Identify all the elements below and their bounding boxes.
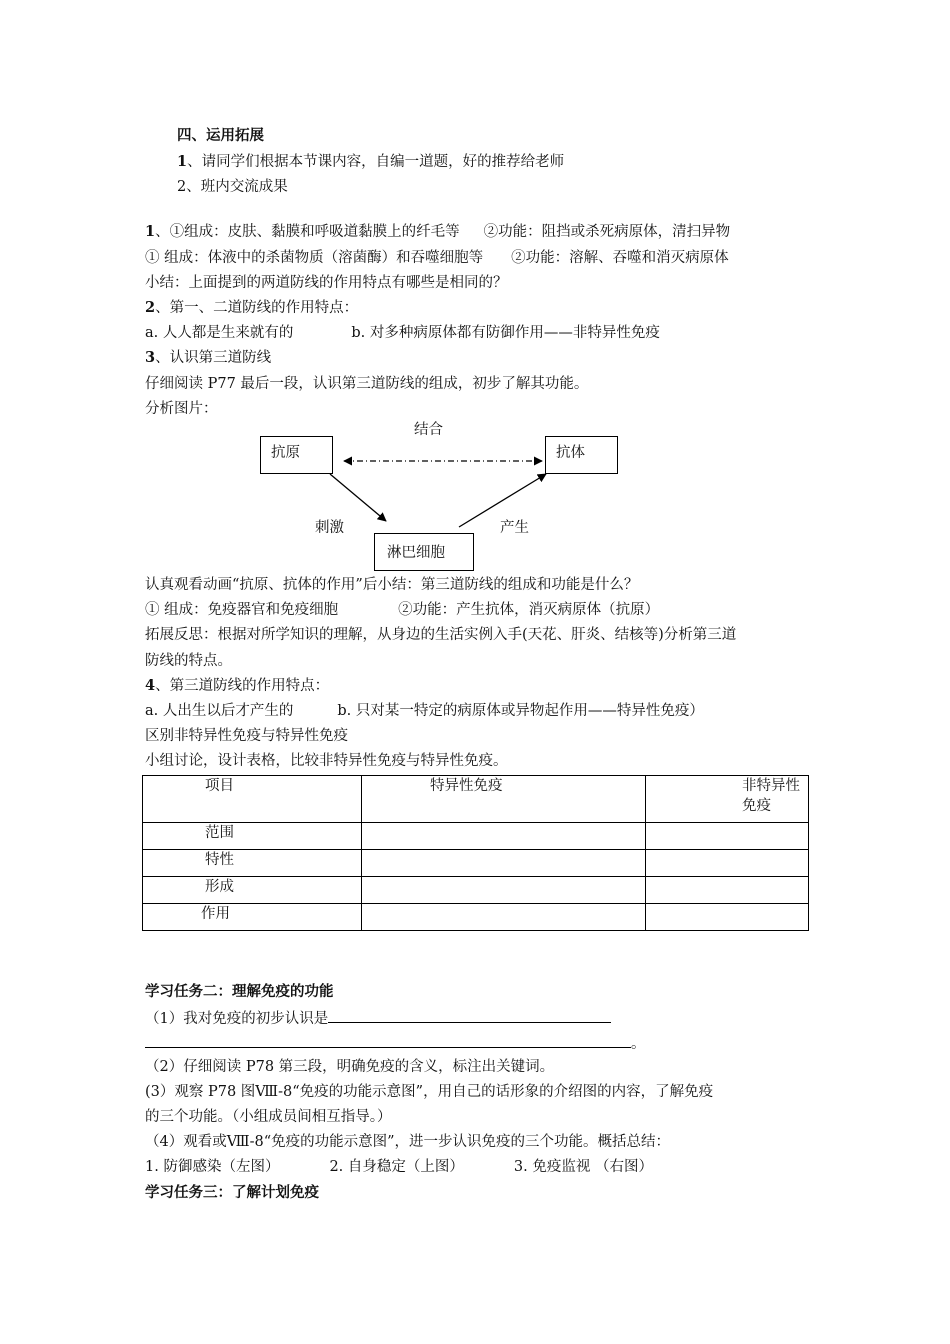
feature-b: b. 只对某一特定的病原体或异物起作用——特异性免疫） [337, 703, 704, 719]
stimulate-label: 刺激 [315, 520, 344, 536]
section4-item2: 2、班内交流成果 [177, 179, 288, 195]
answer-blank[interactable] [328, 1007, 611, 1023]
task2-q1 [145, 1007, 611, 1029]
lymphocyte-box: 淋巴细胞 [374, 533, 474, 571]
heading-text: 、第三道防线的作用特点： [155, 678, 330, 694]
task2-q4: （4）观看或Ⅷ-8“免疫的功能示意图”，进一步认识免疫的三个功能。概括总结： [145, 1134, 671, 1150]
table-cell[interactable] [362, 877, 646, 904]
table-cell[interactable] [362, 823, 646, 850]
defense1-composition: 、①组成：皮肤、黏膜和呼吸道黏膜上的纤毛等 [155, 224, 460, 240]
task2-q3-cont: 的三个功能。（小组成员间相互指导。） [145, 1109, 392, 1125]
item-text: 、请同学们根据本节课内容，自编一道题，好的推荐给老师 [187, 154, 565, 170]
summary-question: 小结：上面提到的两道防线的作用特点有哪些是相同的？ [145, 275, 508, 291]
defense2-composition: ① 组成：体液中的杀菌物质（溶菌酶）和吞噬细胞等 [145, 250, 484, 266]
functions-line [145, 1157, 653, 1177]
discuss-line: 小组讨论，设计表格，比较非特异性免疫与特异性免疫。 [145, 753, 508, 769]
table-cell[interactable] [646, 904, 809, 931]
table-header-row [143, 776, 809, 823]
defense3-composition: ① 组成：免疫器官和免疫细胞 [145, 602, 339, 618]
defense2-function: ②功能：溶解、吞噬和消灭病原体 [511, 250, 729, 266]
defense1-function: ②功能：阻挡或杀死病原体，清扫异物 [483, 224, 731, 240]
defense3-line [145, 600, 659, 620]
heading-4 [145, 676, 329, 696]
function-3: 3. 免疫监视 （右图） [513, 1159, 653, 1175]
task2-q2: （2）仔细阅读 P78 第三段，明确免疫的含义，标注出关键词。 [145, 1059, 555, 1075]
produce-label: 产生 [500, 520, 529, 536]
antibody-box: 抗体 [545, 436, 618, 474]
extend-reflection-cont: 防线的特点。 [145, 653, 232, 669]
comparison-table [142, 775, 809, 931]
row-label: 形成 [143, 877, 362, 904]
defense3-function: ②功能：产生抗体，消灭病原体（抗原） [398, 602, 660, 618]
q1-end: 。 [631, 1036, 646, 1052]
table-cell[interactable] [646, 823, 809, 850]
distinguish-line: 区别非特异性免疫与特异性免疫 [145, 728, 348, 744]
table-row [143, 877, 809, 904]
feature-a: a. 人出生以后才产生的 [145, 703, 294, 719]
bind-label: 结合 [414, 422, 443, 438]
table-row [143, 850, 809, 877]
feature-a: a. 人人都是生来就有的 [145, 325, 294, 341]
row-label: 特性 [143, 850, 362, 877]
item-number: 2 [145, 299, 156, 316]
extend-reflection: 拓展反思：根据对所学知识的理解，从身边的生活实例入手(天花、肝炎、结核等)分析第三道 [145, 627, 737, 643]
task2-title: 学习任务二：理解免疫的功能 [145, 983, 334, 1000]
heading-text: 、认识第三道防线 [155, 350, 272, 366]
item-number: 3 [145, 349, 156, 366]
answer-blank[interactable] [145, 1032, 631, 1048]
function-2: 2. 自身稳定（上图） [329, 1159, 464, 1175]
task3-title: 学习任务三：了解计划免疫 [145, 1184, 319, 1201]
reading-instruction: 仔细阅读 P77 最后一段，认识第三道防线的组成，初步了解其功能。 [145, 376, 589, 392]
task2-q1-cont [145, 1032, 646, 1054]
produce-arrow [459, 474, 546, 527]
feature-b: b. 对多种病原体都有防御作用——非特异性免疫 [351, 325, 660, 341]
table-cell[interactable] [646, 850, 809, 877]
item-number: 1 [145, 223, 156, 240]
section-title: 四、运用拓展 [177, 127, 264, 144]
table-cell[interactable] [646, 877, 809, 904]
item-number: 4 [145, 677, 156, 694]
header-item: 项目 [143, 776, 362, 823]
q1-text: （1）我对免疫的初步认识是 [145, 1011, 329, 1027]
item-number: 1 [177, 153, 188, 170]
table-cell[interactable] [362, 850, 646, 877]
function-1: 1. 防御感染（左图） [145, 1159, 280, 1175]
feature-line [145, 701, 704, 721]
row-label: 作用 [143, 904, 362, 931]
header-nonspecific: 非特异性免疫 [646, 776, 809, 823]
row-label: 范围 [143, 823, 362, 850]
header-specific: 特异性免疫 [362, 776, 646, 823]
task2-q3: (3）观察 P78 图Ⅷ-8“免疫的功能示意图”，用自己的话形象的介绍图的内容，了解免疫 [145, 1084, 714, 1100]
table-row [143, 823, 809, 850]
table-row [143, 904, 809, 931]
heading-text: 、第一、二道防线的作用特点： [155, 300, 359, 316]
watch-summary: 认真观看动画“抗原、抗体的作用”后小结：第三道防线的组成和功能是什么？ [145, 577, 639, 593]
antigen-box: 抗原 [260, 436, 333, 474]
stimulate-arrow [330, 474, 386, 521]
analyze-label: 分析图片： [145, 401, 218, 417]
table-cell[interactable] [362, 904, 646, 931]
